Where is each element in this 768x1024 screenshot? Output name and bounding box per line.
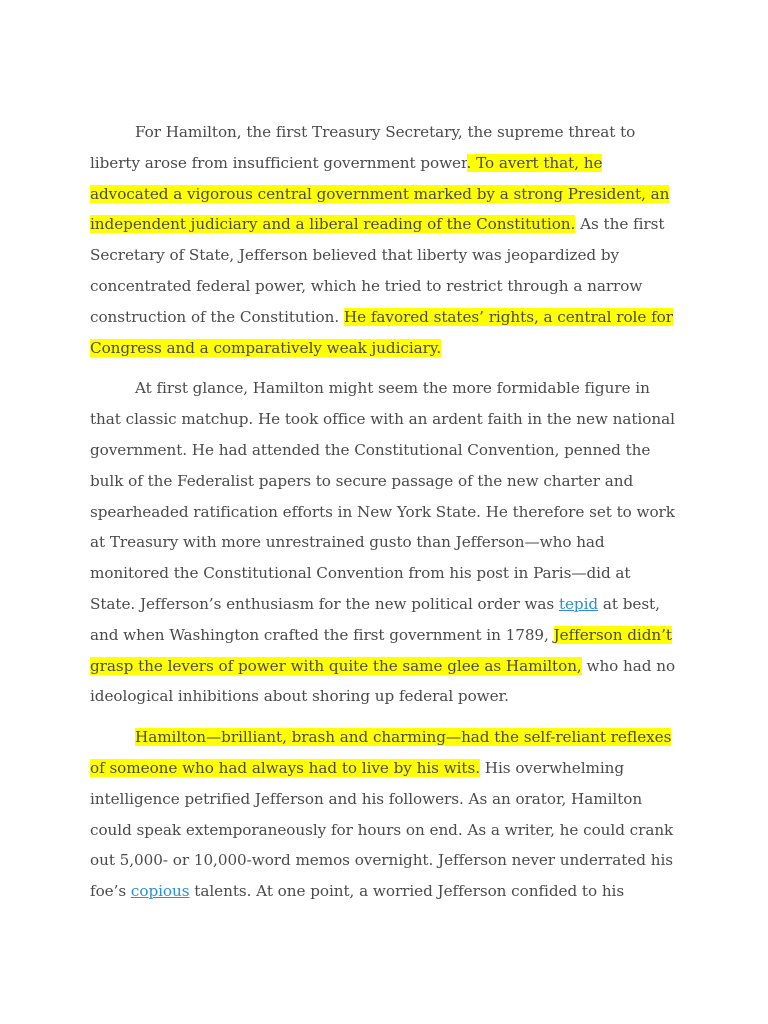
text-run: at best, and when Washington crafted the first government in 1789, bbox=[90, 594, 660, 644]
paragraph-3 bbox=[90, 722, 680, 907]
link-tepid[interactable]: tepid bbox=[558, 594, 599, 613]
highlighted-text[interactable]: Hamilton—brilliant, brash and charming—had the self-reliant reflexes of someone who had always had to live by his wits. bbox=[90, 728, 672, 777]
text-run: His overwhelming intelligence petrified Jefferson and his followers. As an orator, Hamilton could speak extemporaneously for hours on end. As a writer, he could crank out 5,000- or 10,000-word memos overnight. Jefferson never underrated his foe’s bbox=[90, 758, 674, 901]
text-run: As the first Secretary of State, Jefferson believed that liberty was jeopardized by concentrated federal power, which he tried to restrict through a narrow construction of the Constitution. bbox=[90, 215, 665, 326]
text-run: talents. At one point, a worried Jefferson confided to his bbox=[189, 882, 625, 901]
text-run: For Hamilton, the first Treasury Secretary, the supreme threat to liberty arose from insufficient government power bbox=[90, 123, 636, 172]
text-run: At first glance, Hamilton might seem the more formidable figure in that classic matchup. He took office with an ardent faith in the new national government. He had attended the Constitutional Convention, penned the bulk of the Federalist papers to secure passage of the new charter and spearheaded ratification efforts in New York State. He therefore set to work at Treasury with more unrestrained gusto than Jefferson—who had monitored the Constitutional Convention from his post in Paris—did at State. Jefferson’s enthusiasm for the new political order was bbox=[90, 379, 675, 613]
paragraph-2 bbox=[90, 373, 680, 712]
paragraph-1 bbox=[90, 117, 680, 363]
highlighted-text[interactable]: Jefferson didn’t grasp the levers of power with quite the same glee as Hamilton, bbox=[90, 625, 672, 675]
link-copious[interactable]: copious bbox=[130, 882, 190, 901]
highlighted-text[interactable]: . To avert that, he advocated a vigorous central government marked by a strong President, an independent judiciary and a liberal reading of the Constitution. bbox=[90, 153, 670, 234]
text-run: who had no ideological inhibitions about shoring up federal power. bbox=[90, 656, 676, 706]
highlighted-text[interactable]: He favored states’ rights, a central role for Congress and a comparatively weak judiciary. bbox=[90, 307, 673, 357]
document-page bbox=[90, 117, 680, 917]
